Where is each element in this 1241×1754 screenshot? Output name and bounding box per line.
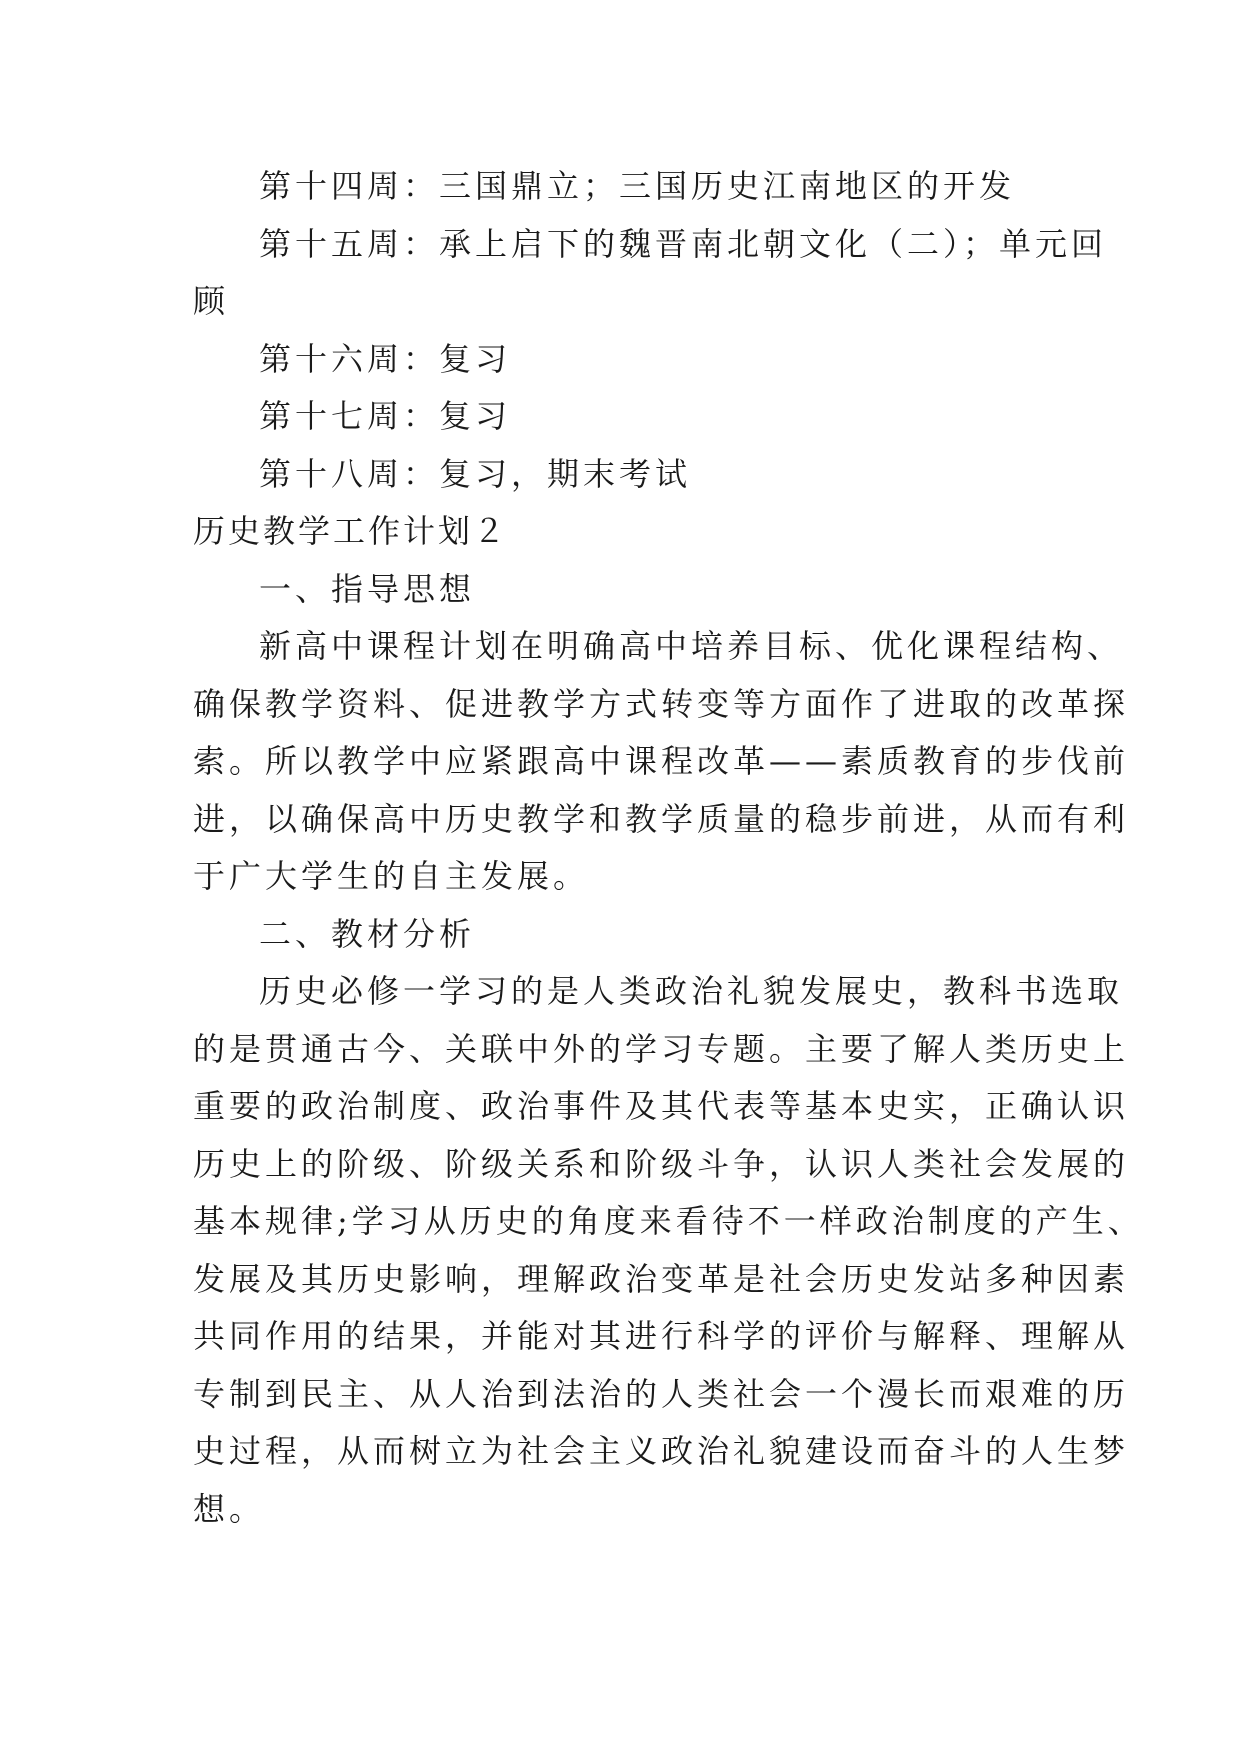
paragraph-line: 共同作用的结果，并能对其进行科学的评价与解释、理解从: [193, 1317, 1130, 1355]
paragraph-line: 于广大学生的自主发展。: [193, 857, 590, 895]
heading-guiding-thought: 一、指导思想: [259, 569, 476, 608]
paragraph-guiding-thought: [193, 618, 1130, 906]
paragraph-line: 索。所以教学中应紧跟高中课程改革——素质教育的步伐前: [193, 742, 1130, 780]
paragraph-line: 进，以确保高中历史教学和教学质量的稳步前进，从而有利: [193, 799, 1130, 838]
paragraph-line: 发展及其历史影响，理解政治变革是社会历史发站多种因素: [193, 1259, 1130, 1298]
document-body: [193, 158, 1144, 1538]
week-14-line: 第十四周：三国鼎立；三国历史江南地区的开发: [259, 167, 1016, 205]
week-15-line-continued: 顾: [193, 282, 230, 320]
paragraph-line: 历史上的阶级、阶级关系和阶级斗争，认识人类社会发展的: [193, 1144, 1130, 1183]
week-18-line: 第十八周：复习，期末考试: [259, 454, 692, 493]
paragraph-line: 史过程，从而树立为社会主义政治礼貌建设而奋斗的人生梦: [193, 1432, 1130, 1470]
section-title: 历史教学工作计划２: [193, 512, 509, 550]
paragraph-line: 基本规律;学习从历史的角度来看待不一样政治制度的产生、: [193, 1202, 1144, 1240]
week-16-line: 第十六周：复习: [259, 339, 512, 378]
paragraph-line: 历史必修一学习的是人类政治礼貌发展史，教科书选取: [259, 972, 1124, 1010]
week-17-line: 第十七周：复习: [259, 397, 512, 435]
heading-textbook-analysis: 二、教材分析: [259, 914, 476, 953]
paragraph-line: 重要的政治制度、政治事件及其代表等基本史实，正确认识: [193, 1087, 1130, 1125]
week-15-line: 第十五周：承上启下的魏晋南北朝文化（二）；单元回: [259, 224, 1108, 263]
paragraph-line: 的是贯通古今、关联中外的学习专题。主要了解人类历史上: [193, 1029, 1130, 1068]
paragraph-line: 确保教学资料、促进教学方式转变等方面作了进取的改革探: [193, 684, 1130, 723]
paragraph-textbook-analysis: [193, 963, 1144, 1538]
paragraph-line: 想。: [193, 1489, 266, 1528]
paragraph-line: 新高中课程计划在明确高中培养目标、优化课程结构、: [259, 627, 1124, 665]
paragraph-line: 专制到民主、从人治到法治的人类社会一个漫长而艰难的历: [193, 1374, 1130, 1413]
